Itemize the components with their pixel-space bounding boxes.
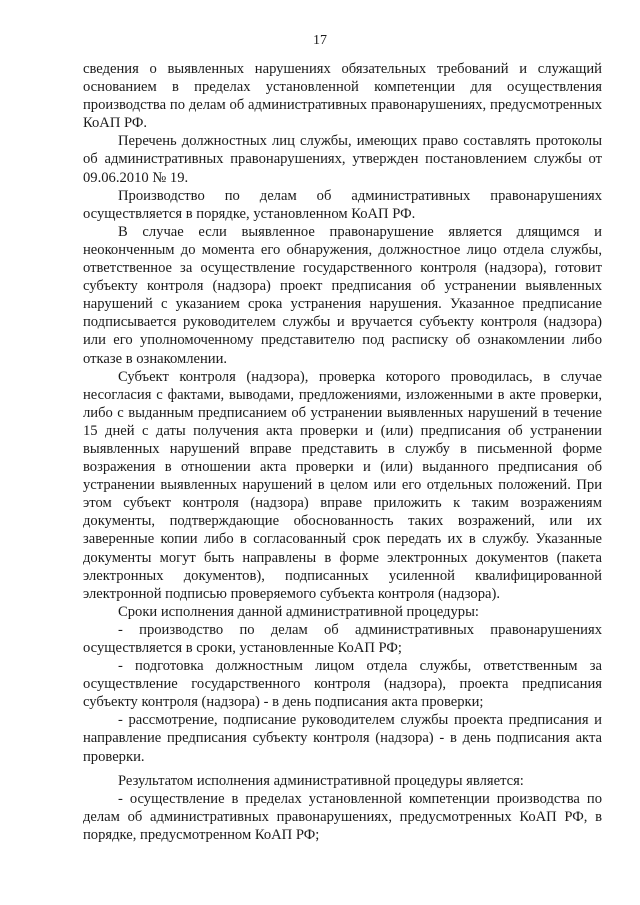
paragraph-result-heading: Результатом исполнения административной процедуры является: xyxy=(118,772,524,789)
paragraph-objections: Субъект контроля (надзора), проверка которого проводилась, в случае несогласия с фактами, выводами, предложениями, изложенными в акте проверки, либо с выданным предписанием об устранении выявленных нарушений в течение 15 дней с даты получения акта проверки и (или) предписания об устранении выявленных нарушений вправе представить в службу в письменной форме возражения в отношении акта проверки и (или) выданного предписания об устранении выявленных нарушений в целом или его отдельных положений. При этом субъект контроля (надзора) вправе приложить к таким возражениям документы, подтверждающие обоснованность таких возражений, или их заверенные копии либо в согласованный срок передать их в службу. Указанные документы могут быть направлены в форме электронных документов (пакета электронных документов), подписанных усиленной квалифицированной электронной подписью проверяемого субъекта контроля (надзора). xyxy=(83,368,602,602)
document-body xyxy=(83,60,602,844)
list-item-deadline-draft-order: - подготовка должностным лицом отдела службы, ответственным за осуществление государственного контроля (надзора), проекта предписания субъекту контроля (надзора) - в день подписания акта проверки; xyxy=(83,658,602,711)
paragraph-officials-list: Перечень должностных лиц службы, имеющих право составлять протоколы об административных правонарушениях, утвержден постановлением службы от 09.06.2010 № 19. xyxy=(83,133,602,186)
list-item-deadline-proceedings: - производство по делам об административных правонарушениях осуществляется в сроки, установленные КоАП РФ; xyxy=(83,621,602,656)
paragraph-continuation: сведения о выявленных нарушениях обязательных требований и служащий основанием в пределах установленной компетенции для осуществления производства по делам об административных правонарушениях, предусмотренных КоАП РФ. xyxy=(83,61,602,132)
list-item-result-proceedings: - осуществление в пределах установленной компетенции производства по делам об административных правонарушениях, предусмотренных КоАП РФ, в порядке, предусмотренном КоАП РФ; xyxy=(83,790,602,843)
paragraph-deadlines-heading: Сроки исполнения данной административной процедуры: xyxy=(118,603,479,620)
paragraph-ongoing-violation: В случае если выявленное правонарушение является длящимся и неоконченным до момента его обнаружения, должностное лицо отдела службы, ответственное за осуществление государственного контроля (надзора), готовит субъекту контроля (надзора) проект предписания об устранении выявленных нарушений с указанием срока устранения нарушения. Указанное предписание подписывается руководителем службы и вручается субъекту контроля (надзора) или его уполномоченному представителю под расписку об ознакомлении либо отказе в ознакомлении. xyxy=(83,223,602,367)
page-number: 17 xyxy=(313,33,327,48)
paragraph-procedure-order: Производство по делам об административных правонарушениях осуществляется в порядке, установленном КоАП РФ. xyxy=(83,187,602,222)
list-item-deadline-signing: - рассмотрение, подписание руководителем службы проекта предписания и направление предписания субъекту контроля (надзора) - в день подписания акта проверки. xyxy=(83,712,602,765)
